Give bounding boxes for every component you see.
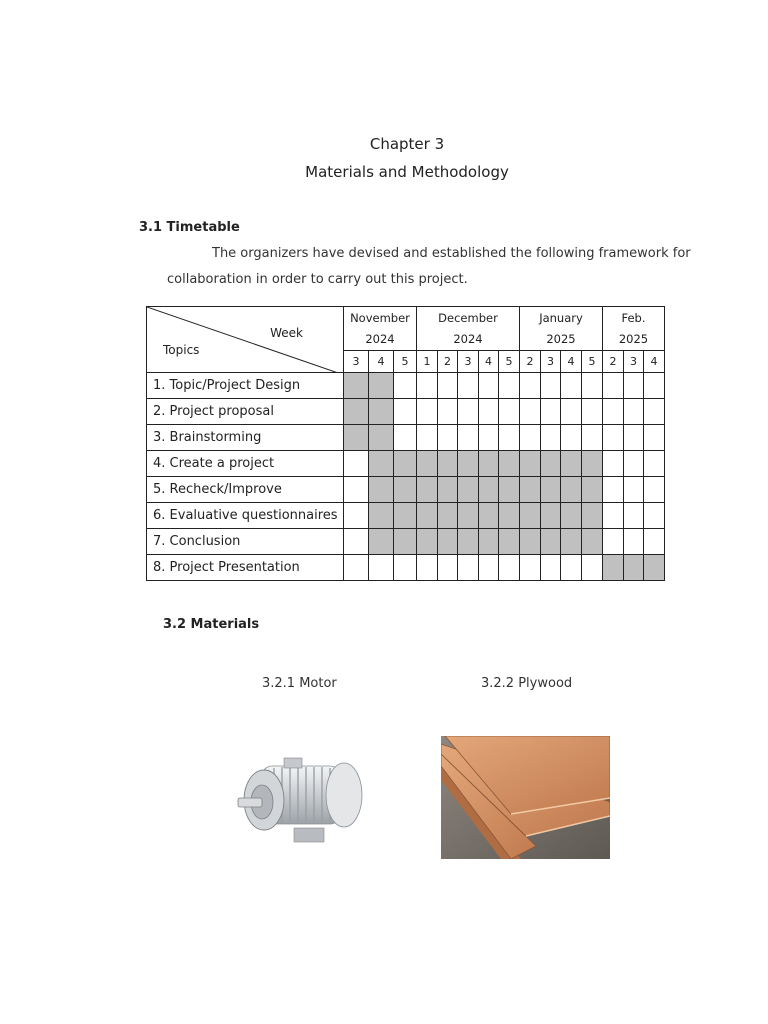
intro-paragraph-line-1: The organizers have devised and established the following framework for [212,246,691,261]
schedule-cell [561,425,582,451]
month-name: Feb. [621,310,646,325]
schedule-cell-active [582,477,603,503]
chapter-title: Materials and Methodology [305,163,509,181]
task-name: 1. Topic/Project Design [147,373,344,399]
month-name: December [438,310,498,325]
schedule-cell [644,399,665,425]
section-heading-timetable: 3.1 Timetable [139,220,240,235]
month-header [603,307,665,351]
week-number: 3 [344,351,369,373]
schedule-cell-active [369,477,394,503]
table-corner-header [147,307,344,373]
intro-paragraph-line-2: collaboration in order to carry out this project. [167,272,468,287]
schedule-cell [344,451,369,477]
caption-motor: 3.2.1 Motor [262,676,337,691]
schedule-cell [603,529,624,555]
schedule-cell-active [582,503,603,529]
schedule-cell-active [499,529,520,555]
schedule-cell [644,373,665,399]
schedule-cell-active [561,477,582,503]
schedule-cell [541,425,561,451]
schedule-cell [561,373,582,399]
schedule-cell [624,503,644,529]
schedule-cell-active [479,503,499,529]
corner-week-label: Week [270,326,303,340]
schedule-cell-active [458,529,479,555]
month-year: 2024 [453,331,483,346]
table-row [147,425,665,451]
schedule-cell [561,399,582,425]
schedule-cell [458,555,479,581]
schedule-cell [624,373,644,399]
month-header [520,307,603,351]
section-heading-materials: 3.2 Materials [163,617,260,632]
month-header [344,307,417,351]
schedule-cell-active [369,503,394,529]
schedule-cell [344,477,369,503]
schedule-cell [561,555,582,581]
schedule-cell [344,555,369,581]
month-year: 2024 [365,331,395,346]
schedule-cell [624,451,644,477]
schedule-cell-active [458,477,479,503]
schedule-cell [369,555,394,581]
schedule-cell-active [541,503,561,529]
week-number: 5 [582,351,603,373]
schedule-cell [417,399,438,425]
schedule-cell-active [369,529,394,555]
schedule-cell [520,399,541,425]
task-name: 6. Evaluative questionnaires [147,503,344,529]
schedule-cell-active [369,425,394,451]
schedule-cell-active [394,451,417,477]
week-number: 5 [499,351,520,373]
corner-topics-label: Topics [163,343,200,357]
schedule-cell [479,425,499,451]
schedule-cell-active [438,503,458,529]
schedule-cell [644,451,665,477]
schedule-cell [582,425,603,451]
week-number: 2 [438,351,458,373]
schedule-cell [644,503,665,529]
schedule-cell [520,373,541,399]
table-row [147,503,665,529]
schedule-cell-active [369,451,394,477]
week-number: 4 [644,351,665,373]
schedule-cell-active [458,503,479,529]
schedule-cell [603,477,624,503]
week-number: 3 [458,351,479,373]
task-name: 7. Conclusion [147,529,344,555]
schedule-cell-active [561,503,582,529]
schedule-cell [394,399,417,425]
month-name: November [350,310,410,325]
schedule-cell [582,399,603,425]
week-number: 4 [369,351,394,373]
schedule-cell [438,555,458,581]
schedule-cell [394,373,417,399]
schedule-cell [603,399,624,425]
schedule-cell-active [582,529,603,555]
week-number: 4 [479,351,499,373]
schedule-cell-active [438,477,458,503]
table-row [147,477,665,503]
task-name: 8. Project Presentation [147,555,344,581]
plywood-image [441,736,610,859]
schedule-cell [603,451,624,477]
schedule-cell-active [394,529,417,555]
schedule-cell-active [582,451,603,477]
schedule-cell-active [417,477,438,503]
table-row [147,451,665,477]
table-row [147,399,665,425]
schedule-cell [624,425,644,451]
schedule-cell [541,399,561,425]
schedule-cell [499,425,520,451]
month-name: January [539,310,583,325]
schedule-cell [417,555,438,581]
schedule-cell-active [541,477,561,503]
week-number: 5 [394,351,417,373]
schedule-cell-active [603,555,624,581]
schedule-cell [479,399,499,425]
schedule-cell [603,425,624,451]
motor-image [234,752,366,848]
schedule-cell-active [458,451,479,477]
week-number: 1 [417,351,438,373]
schedule-cell [541,555,561,581]
schedule-cell-active [417,451,438,477]
schedule-cell-active [499,477,520,503]
month-year: 2025 [546,331,576,346]
schedule-cell [624,399,644,425]
schedule-cell [458,399,479,425]
schedule-cell-active [624,555,644,581]
schedule-cell [582,373,603,399]
table-row [147,529,665,555]
task-name: 2. Project proposal [147,399,344,425]
schedule-cell [394,425,417,451]
caption-plywood: 3.2.2 Plywood [481,676,573,691]
schedule-cell [520,555,541,581]
schedule-cell-active [394,477,417,503]
schedule-cell-active [479,477,499,503]
schedule-cell-active [369,373,394,399]
schedule-cell [644,529,665,555]
schedule-cell-active [499,503,520,529]
month-year: 2025 [618,331,649,346]
schedule-cell-active [438,529,458,555]
schedule-cell [644,477,665,503]
schedule-cell [417,373,438,399]
schedule-cell [644,425,665,451]
schedule-cell [624,529,644,555]
task-name: 3. Brainstorming [147,425,344,451]
schedule-cell-active [394,503,417,529]
schedule-cell [520,425,541,451]
schedule-cell-active [561,451,582,477]
schedule-cell [344,503,369,529]
schedule-cell [479,555,499,581]
schedule-cell [458,425,479,451]
schedule-cell [582,555,603,581]
schedule-cell-active [520,503,541,529]
schedule-cell-active [417,503,438,529]
schedule-cell [479,373,499,399]
schedule-cell-active [479,451,499,477]
task-name: 4. Create a project [147,451,344,477]
schedule-cell [458,373,479,399]
week-number: 2 [603,351,624,373]
schedule-cell [603,503,624,529]
schedule-cell [499,373,520,399]
schedule-cell [499,399,520,425]
schedule-cell [541,373,561,399]
schedule-cell [438,399,458,425]
schedule-cell-active [499,451,520,477]
schedule-cell-active [438,451,458,477]
schedule-cell [624,477,644,503]
schedule-cell-active [520,529,541,555]
week-number: 4 [561,351,582,373]
schedule-cell [344,529,369,555]
week-number: 2 [520,351,541,373]
schedule-cell [394,555,417,581]
schedule-cell-active [561,529,582,555]
schedule-cell [417,425,438,451]
week-number: 3 [624,351,644,373]
schedule-cell-active [344,373,369,399]
schedule-cell-active [644,555,665,581]
timetable [146,306,665,581]
schedule-cell-active [344,425,369,451]
schedule-cell-active [520,451,541,477]
table-row [147,555,665,581]
schedule-cell-active [344,399,369,425]
schedule-cell-active [541,529,561,555]
schedule-cell [499,555,520,581]
month-header [417,307,520,351]
schedule-cell [603,373,624,399]
schedule-cell-active [541,451,561,477]
schedule-cell-active [479,529,499,555]
schedule-cell [438,373,458,399]
task-name: 5. Recheck/Improve [147,477,344,503]
week-number: 3 [541,351,561,373]
table-row [147,373,665,399]
schedule-cell-active [369,399,394,425]
schedule-cell [438,425,458,451]
schedule-cell-active [417,529,438,555]
chapter-number: Chapter 3 [369,135,445,153]
schedule-cell-active [520,477,541,503]
